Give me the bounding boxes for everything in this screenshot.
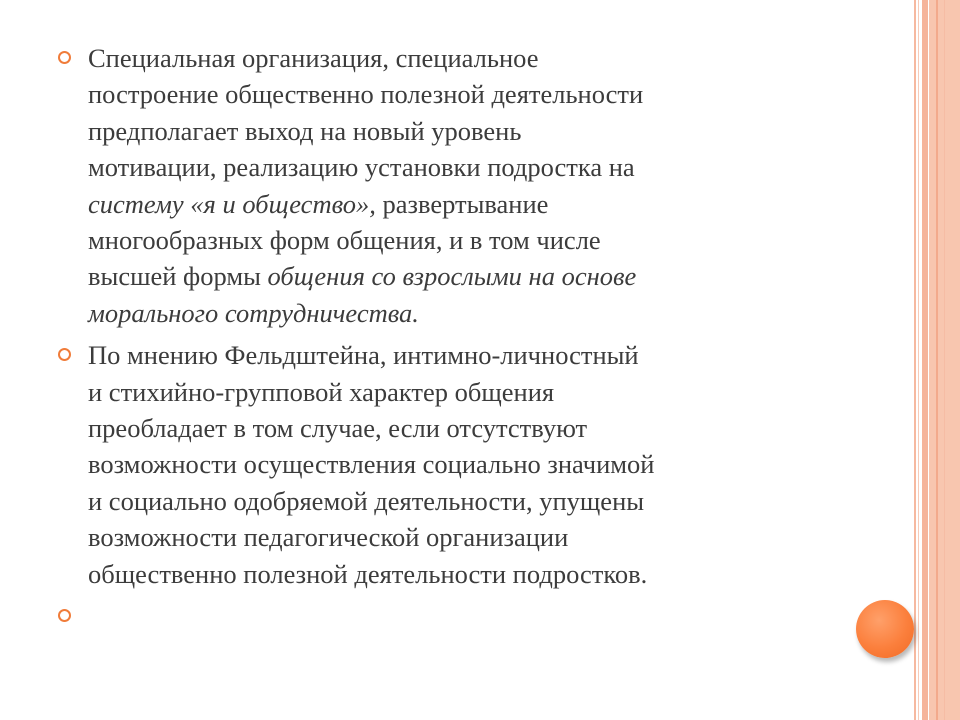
text-run: возможности педагогической организации: [88, 522, 569, 553]
text-run: и стихийно-групповой характер общения: [88, 376, 555, 407]
stripe: [936, 0, 938, 720]
text-line: [88, 258, 828, 294]
slide-body: [58, 40, 828, 640]
bullet-item: [58, 598, 828, 634]
text-run: По мнению Фельдштейна, интимно-личностный: [88, 340, 639, 371]
bullet-item: [58, 40, 828, 331]
text-line: [88, 295, 828, 331]
bullet-circle-icon: [58, 51, 71, 64]
text-line: [88, 410, 828, 446]
text-line: [88, 483, 828, 519]
text-run: построение общественно полезной деятельности: [88, 79, 644, 110]
text-line: [88, 222, 828, 258]
text-run: преобладает в том случае, если отсутствуют: [88, 413, 588, 444]
text-line: [88, 76, 828, 112]
italic-text: общения со взрослыми на основе: [267, 261, 637, 292]
stripe: [918, 0, 919, 720]
decorative-side-stripes: [914, 0, 960, 720]
text-run: общественно полезной деятельности подростков.: [88, 558, 648, 589]
text-line: [88, 40, 828, 76]
text-run: мотивации, реализацию установки подростка на: [88, 152, 635, 183]
text-line: [88, 556, 828, 592]
text-run: развертывание: [375, 188, 549, 219]
text-run: и социально одобряемой деятельности, упущены: [88, 485, 645, 516]
text-line: [88, 149, 828, 185]
text-line: [88, 113, 828, 149]
text-line: [88, 374, 828, 410]
stripe: [914, 0, 916, 720]
stripe: [922, 0, 928, 720]
text-line: [88, 519, 828, 555]
italic-text: систему «я и общество»,: [88, 188, 376, 219]
text-run: предполагает выход на новый уровень: [88, 115, 522, 146]
bullet-item: [58, 337, 828, 592]
text-run: многообразных форм общения, и в том числе: [88, 225, 601, 256]
text-line: [88, 446, 828, 482]
bullet-circle-icon: [58, 609, 71, 622]
decorative-orange-circle: [856, 600, 914, 658]
text-run: возможности осуществления социально значимой: [88, 449, 655, 480]
text-line: [88, 337, 828, 373]
text-run: Специальная организация, специальное: [88, 43, 539, 73]
bullet-circle-icon: [58, 348, 71, 361]
stripe: [944, 0, 945, 720]
text-run: высшей формы: [88, 261, 268, 292]
text-line: [88, 186, 828, 222]
italic-text: морального сотрудничества.: [88, 297, 419, 328]
